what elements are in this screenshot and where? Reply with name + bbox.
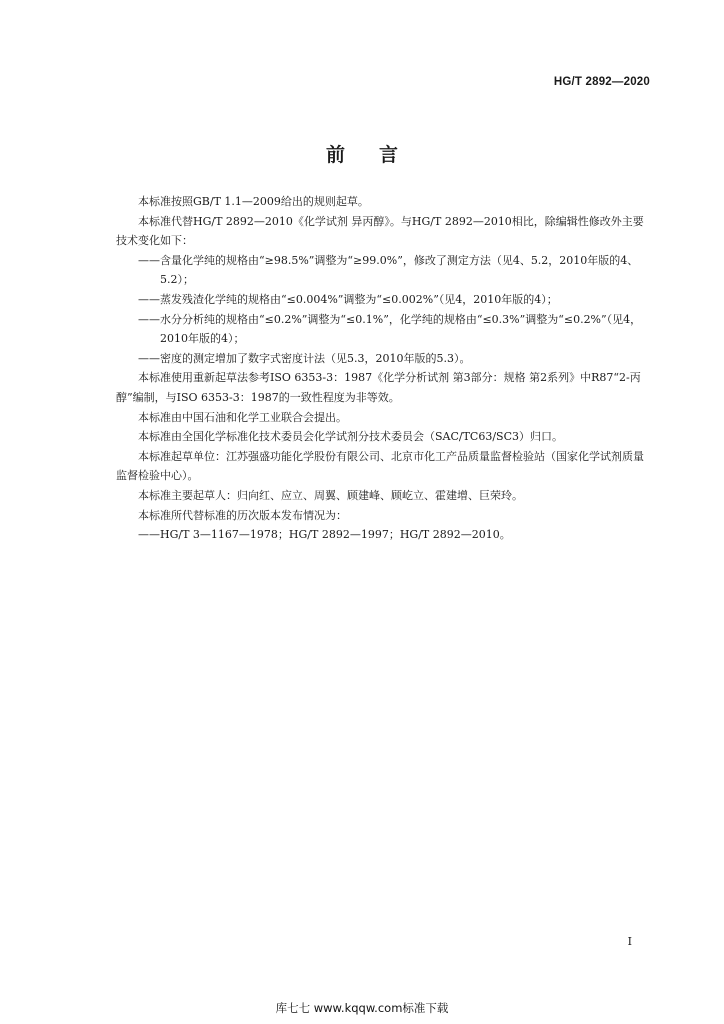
change-item-content: ——含量化学纯的规格由“≥98.5%”调整为“≥99.0%”，修改了测定方法（见4、5.2，2010年版的4、5.2）； xyxy=(138,253,639,287)
paragraph-drafters: 本标准主要起草人：归向红、应立、周翼、顾建峰、顾屹立、霍建增、巨荣玲。 xyxy=(138,488,523,502)
paragraph-iso-reference: 本标准使用重新起草法参考ISO 6353-3：1987《化学分析试剂 第3部分：规格 第2系列》中R87“2-丙醇”编制，与ISO 6353-3：1987的一致性程度为非等效。 xyxy=(116,371,641,404)
paragraph-proposed-by: 本标准由中国石油和化学工业联合会提出。 xyxy=(138,410,347,424)
paragraph-drafting-rules: 本标准按照GB/T 1.1—2009给出的规则起草。 xyxy=(138,195,369,208)
paragraph-history-intro: 本标准所代替标准的历次版本发布情况为： xyxy=(138,508,347,522)
paragraph-drafting-units: 本标准起草单位：江苏强盛功能化学股份有限公司、北京市化工产品质量监督检验站（国家化学试剂质量监督检验中心）。 xyxy=(116,449,644,483)
standard-code: HG/T 2892—2020 xyxy=(553,76,650,88)
page-number: I xyxy=(627,935,632,948)
change-item-water: ——水分分析纯的规格由“≤0.2%”调整为“≤0.1%”，化学纯的规格由“≤0.3%”调整为“≤0.2%”（见4，2010年版的4）； xyxy=(138,312,642,346)
paragraph-technical-committee: 本标准由全国化学标准化技术委员会化学试剂分技术委员会（SAC/TC63/SC3）归口。 xyxy=(138,430,564,444)
foreword-body xyxy=(116,192,654,545)
change-item-density: ——密度的测定增加了数字式密度计法（见5.3，2010年版的5.3）。 xyxy=(138,351,471,365)
change-item-residue: ——蒸发残渣化学纯的规格由“≤0.004%”调整为“≤0.002%”（见4，2010年版的4）； xyxy=(138,292,558,306)
page-title: 前言 xyxy=(325,144,432,166)
download-footer: 库七七 www.kqqw.com标准下载 xyxy=(275,1001,449,1015)
history-item-versions: ——HG/T 3—1167—1978；HG/T 2892—1997；HG/T 2892—2010。 xyxy=(138,528,511,542)
paragraph-replaces: 本标准代替HG/T 2892—2010《化学试剂 异丙醇》。与HG/T 2892—2010相比，除编辑性修改外主要技术变化如下： xyxy=(116,214,644,248)
